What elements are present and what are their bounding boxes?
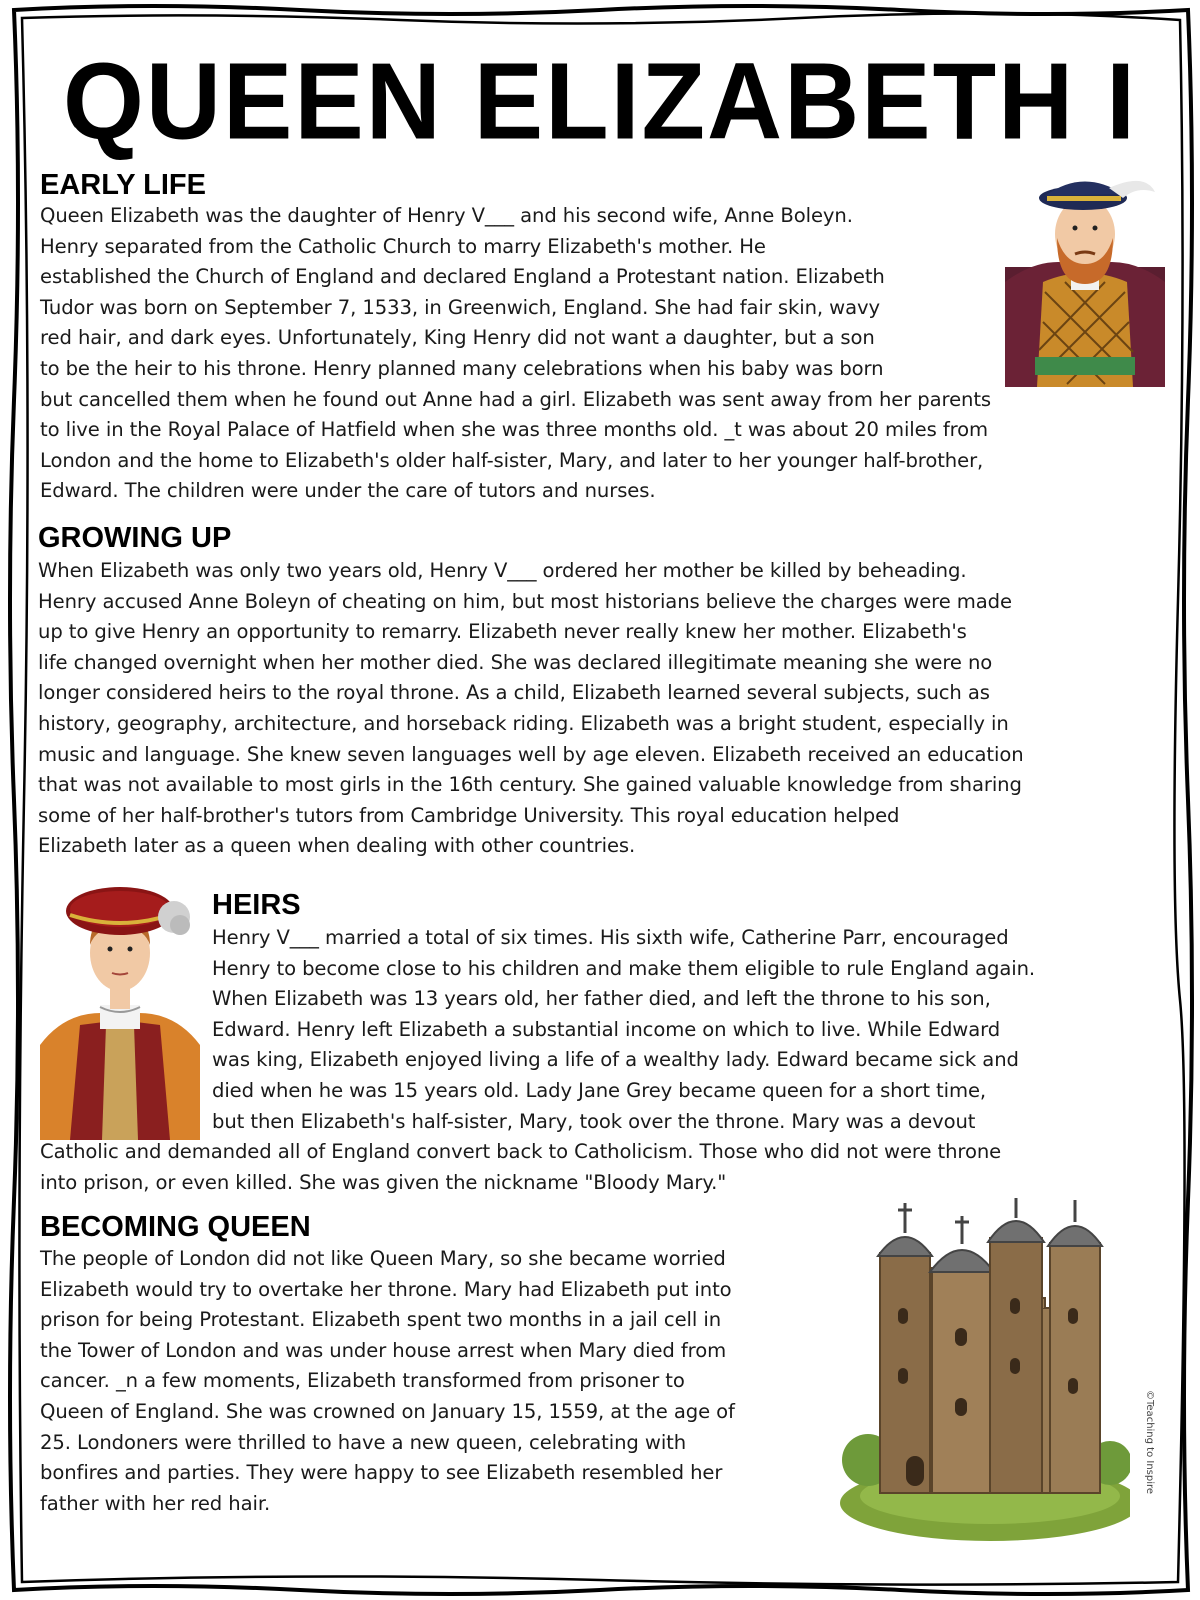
text-line: Edward. The children were under the care of tutors and nurses. xyxy=(40,479,656,503)
heirs-text-right xyxy=(212,923,1157,1137)
text-line: established the Church of England and declared England a Protestant nation. Elizabeth xyxy=(40,265,885,289)
becoming-queen-text xyxy=(40,1244,840,1519)
text-line: life changed overnight when her mother died. She was declared illegitimate meaning she were no xyxy=(38,650,993,674)
text-line: Elizabeth would try to overtake her throne. Mary had Elizabeth put into xyxy=(40,1277,732,1301)
text-line: Henry accused Anne Boleyn of cheating on him, but most historians believe the charges were made xyxy=(38,589,1012,613)
text-line: died when he was 15 years old. Lady Jane Grey became queen for a short time, xyxy=(212,1078,987,1102)
section-heading-becoming-queen: BECOMING QUEEN xyxy=(40,1211,311,1243)
text-line: cancer. _n a few moments, Elizabeth transformed from prisoner to xyxy=(40,1369,685,1393)
text-line: some of her half-brother's tutors from Cambridge University. This royal education helped xyxy=(38,803,900,827)
heirs-text-full xyxy=(40,1137,1160,1198)
text-line: bonfires and parties. They were happy to see Elizabeth resembled her xyxy=(40,1461,723,1485)
text-line: Catholic and demanded all of England convert back to Catholicism. Those who did not were throne xyxy=(40,1140,1002,1163)
text-line: Tudor was born on September 7, 1533, in Greenwich, England. She had fair skin, wavy xyxy=(40,295,880,319)
text-line: Edward. Henry left Elizabeth a substantial income on which to live. While Edward xyxy=(212,1017,1001,1041)
section-heading-growing-up: GROWING UP xyxy=(38,522,232,554)
text-line: When Elizabeth was only two years old, Henry V___ ordered her mother be killed by beheading. xyxy=(38,559,967,582)
text-line: up to give Henry an opportunity to remarry. Elizabeth never really knew her mother. Elizabeth's xyxy=(38,620,967,644)
text-line: prison for being Protestant. Elizabeth spent two months in a jail cell in xyxy=(40,1308,722,1332)
text-line: Elizabeth later as a queen when dealing with other countries. xyxy=(38,834,636,858)
text-line: but cancelled them when he found out Anne had a girl. Elizabeth was sent away from her parents xyxy=(40,387,992,411)
section-heading-heirs: HEIRS xyxy=(212,889,301,921)
text-line: The people of London did not like Queen Mary, so she became worried xyxy=(40,1247,726,1270)
text-line: 25. Londoners were thrilled to have a new queen, celebrating with xyxy=(40,1430,687,1454)
early-life-text xyxy=(40,201,1150,507)
text-line: father with her red hair. xyxy=(40,1491,271,1515)
text-line: longer considered heirs to the royal throne. As a child, Elizabeth learned several subjects, such as xyxy=(38,681,990,705)
text-line: When Elizabeth was 13 years old, her father died, and left the throne to his son, xyxy=(212,987,991,1011)
king-henry-portrait-icon xyxy=(1005,172,1165,387)
text-line: Henry V___ married a total of six times. His sixth wife, Catherine Parr, encouraged xyxy=(212,926,1009,949)
text-line: was king, Elizabeth enjoyed living a life of a wealthy lady. Edward became sick and xyxy=(212,1048,1019,1072)
prince-edward-portrait-icon xyxy=(40,875,200,1140)
text-line: music and language. She knew seven languages well by age eleven. Elizabeth received an education xyxy=(38,742,1024,766)
text-line: that was not available to most girls in the 16th century. She gained valuable knowledge from sharing xyxy=(38,773,1022,797)
text-line: Henry separated from the Catholic Church to marry Elizabeth's mother. He xyxy=(40,234,766,258)
text-line: Queen of England. She was crowned on January 15, 1559, at the age of xyxy=(40,1399,735,1423)
copyright-credit: ©Teaching to Inspire xyxy=(1144,1390,1155,1495)
text-line: to be the heir to his throne. Henry planned many celebrations when his baby was born xyxy=(40,356,884,380)
text-line: but then Elizabeth's half-sister, Mary, took over the throne. Mary was a devout xyxy=(212,1109,976,1133)
growing-up-text xyxy=(38,556,1158,862)
section-heading-early-life: EARLY LIFE xyxy=(40,169,206,201)
page-title: QUEEN ELIZABETH I xyxy=(62,41,1138,163)
text-line: Henry to become close to his children and make them eligible to rule England again. xyxy=(212,956,1036,980)
text-line: into prison, or even killed. She was given the nickname "Bloody Mary." xyxy=(40,1170,727,1194)
text-line: history, geography, architecture, and horseback riding. Elizabeth was a bright student, especially in xyxy=(38,711,1009,735)
text-line: London and the home to Elizabeth's older half-sister, Mary, and later to her younger half-brother, xyxy=(40,448,984,472)
text-line: the Tower of London and was under house arrest when Mary died from xyxy=(40,1338,727,1362)
tower-of-london-icon xyxy=(840,1198,1130,1543)
text-line: Queen Elizabeth was the daughter of Henry V___ and his second wife, Anne Boleyn. xyxy=(40,204,853,227)
text-line: to live in the Royal Palace of Hatfield when she was three months old. _t was about 20 miles from xyxy=(40,418,989,442)
text-line: red hair, and dark eyes. Unfortunately, King Henry did not want a daughter, but a son xyxy=(40,326,875,350)
